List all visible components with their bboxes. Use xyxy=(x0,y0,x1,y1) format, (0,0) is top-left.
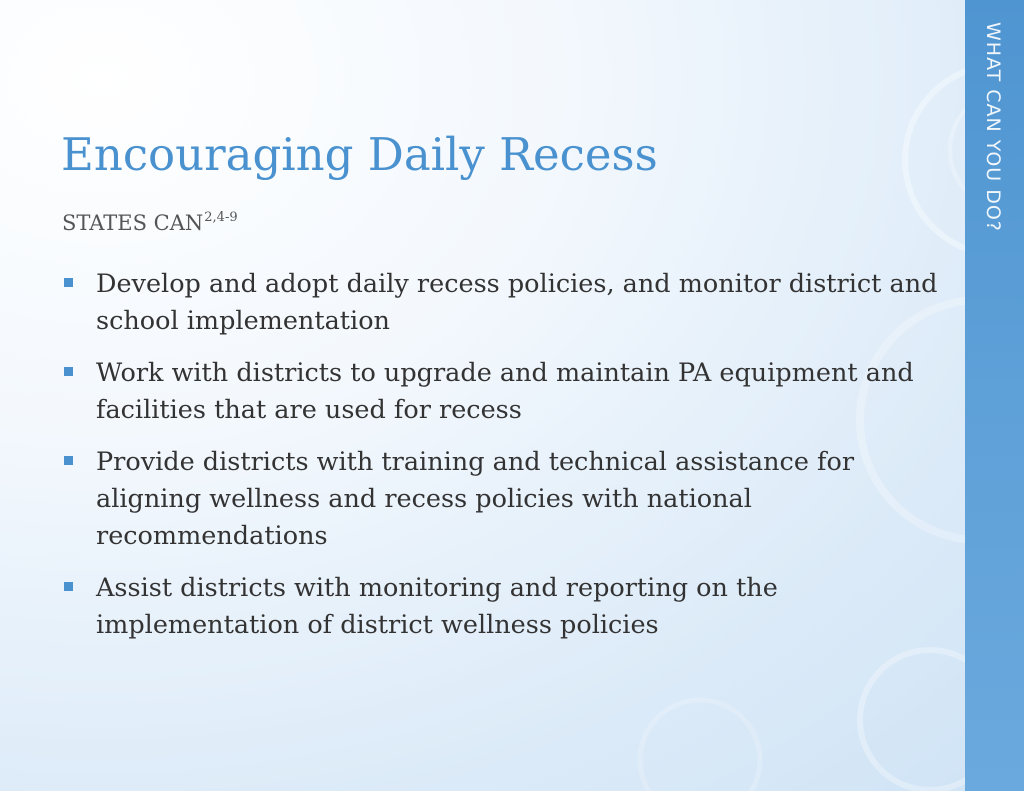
bullet-text: Develop and adopt daily recess policies, and monitor district and school implementation xyxy=(96,269,938,336)
side-band xyxy=(965,0,1024,791)
slide-title: Encouraging Daily Recess xyxy=(61,128,658,181)
bullet-text: Work with districts to upgrade and maintain PA equipment and facilities that are used for recess xyxy=(96,358,914,425)
side-label: WHAT CAN YOU DO? xyxy=(981,22,1004,232)
bullet-square-icon xyxy=(64,367,73,376)
slide-subtitle xyxy=(62,210,238,235)
subtitle-text: STATES CAN xyxy=(62,211,204,235)
bullet-item xyxy=(62,570,942,644)
bullet-list xyxy=(62,266,942,659)
bullet-text: Assist districts with monitoring and reporting on the implementation of district wellness policies xyxy=(96,573,778,640)
bullet-item xyxy=(62,355,942,429)
bullet-item xyxy=(62,266,942,340)
bullet-square-icon xyxy=(64,456,73,465)
citation-superscript: 2,4-9 xyxy=(204,210,238,225)
bullet-square-icon xyxy=(64,582,73,591)
bullet-square-icon xyxy=(64,278,73,287)
bullet-item xyxy=(62,444,942,555)
bullet-text: Provide districts with training and technical assistance for aligning wellness and recess policies with national recommendations xyxy=(96,447,855,551)
